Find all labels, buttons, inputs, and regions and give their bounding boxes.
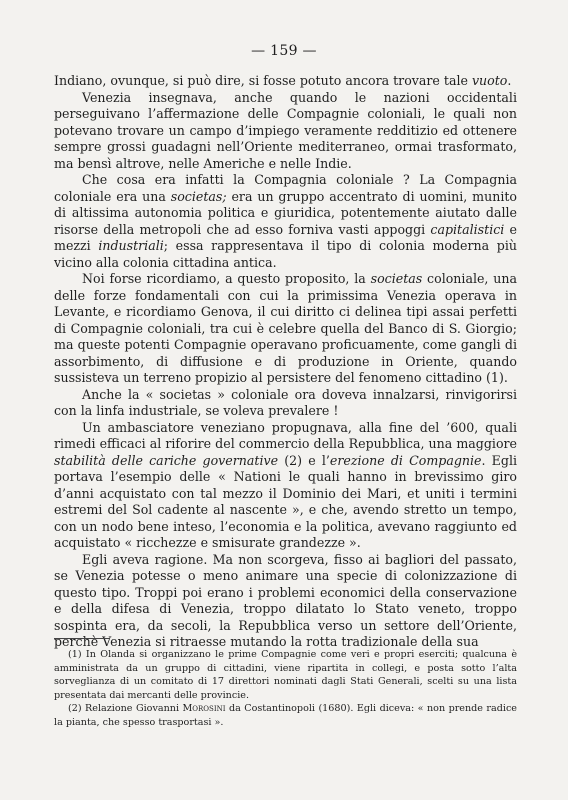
text-run: Che cosa era infatti la Compagnia coloniale ? La Compagnia coloniale era una xyxy=(54,172,517,204)
italic-text: industriali xyxy=(98,238,164,253)
main-text xyxy=(54,73,517,651)
italic-text: societas; xyxy=(170,188,227,204)
text-run: Un ambasciatore veneziano propugnava, alla fine del ’600, quali rimedi efficaci al riforire del commercio della Repubblica, una maggiore xyxy=(54,419,517,451)
paragraph xyxy=(54,387,517,420)
text-run: Egli aveva ragione. Ma non scorgeva, fisso ai bagliori del passato, se Venezia potesse o meno animare una specie di colonizzazione di questo tipo. Troppi poi erano i problemi economici della conservazione e della difesa di Venezia, troppo dilatato lo Stato veneto, troppo sospinta era, da secoli, la Repubblica verso un settore dell’Oriente, perchè Venezia si ritraesse mutando la rotta tradizionale della sua xyxy=(54,551,517,649)
italic-text: vuoto xyxy=(471,73,508,88)
italic-text: societas xyxy=(370,271,423,286)
text-run: Morosini xyxy=(182,703,226,715)
footnote xyxy=(54,702,517,729)
paragraph xyxy=(54,420,517,552)
text-run: Anche la « societas » coloniale ora doveva innalzarsi, rinvigorirsi con la linfa industriale, se voleva prevalere ! xyxy=(54,386,517,418)
text-run: e mezzi xyxy=(54,221,517,253)
footnote-separator xyxy=(54,638,110,639)
text-run: . xyxy=(507,73,512,88)
footnotes xyxy=(54,648,517,730)
italic-text: capitalistici xyxy=(430,221,505,237)
text-run: era un gruppo accentrato di uomini, munito di altissima autonomia politica e giuridica, potentemente aiutato dalle risorse della metropoli che ad esso forniva vasti appoggi xyxy=(54,188,517,237)
text-run: Indiano, ovunque, si può dire, si fosse potuto ancora trovare tale xyxy=(54,73,472,88)
paragraph xyxy=(54,271,517,387)
text-run: (2) e l’ xyxy=(278,452,330,468)
text-run: Noi forse ricordiamo, a questo proposito, la xyxy=(82,271,371,286)
text-run: ; essa rappresentava il tipo di colonia moderna più vicino alla colonia cittadina antica. xyxy=(54,238,517,270)
paragraph xyxy=(54,552,517,651)
text-run: da Costantinopoli (1680). Egli diceva: « non prende radice la pianta, che spesso trasportasi ». xyxy=(54,703,517,728)
italic-text: erezione di Compagnie xyxy=(329,452,482,468)
text-run: (2) Relazione Giovanni xyxy=(68,703,183,715)
page-number: — 159 — xyxy=(251,43,317,59)
paragraph xyxy=(54,73,517,90)
italic-text: stabilità delle cariche governative xyxy=(54,452,279,468)
text-run: Venezia insegnava, anche quando le nazioni occidentali perseguivano l’affermazione delle Compagnie coloniali, le quali non potevano trovare un campo d’impiego veramente redditizio ed ottenere sempre grossi guadagni nell’Oriente mediterraneo, ormai trasformato, ma bensì altrove, nelle Americhe e nelle Indie. xyxy=(54,89,517,171)
text-run: coloniale, una delle forze fondamentali con cui la primissima Venezia operava in Levante, e ricordiamo Genova, il cui diritto ci delinea tipi assai perfetti di Compagnie coloniali, tra cui è celebre quella del Banco di S. Giorgio; ma queste potenti Compagnie operavano proficuamente, come gangli di assorbimento, di diffusione e di produzione in Oriente, quando sussisteva un terreno propizio al persistere del fenomeno cittadino (1). xyxy=(54,271,517,385)
text-run: . Egli portava l’esempio delle « Nationi le quali hanno in brevissimo giro d’anni acquistato con tal mezzo il Dominio dei Mari, et uniti i termini estremi del Sol cadente al nascente », e che, avendo stretto un tempo, con un nodo bene inteso, l’economia e la politica, avevano raggiunto ed acquistato « ricchezze e smisurate grandezze ». xyxy=(54,452,517,550)
footnote xyxy=(54,648,517,702)
paragraph xyxy=(54,172,517,271)
paragraph xyxy=(54,90,517,173)
text-run: (1) In Olanda si organizzano le prime Compagnie come veri e propri eserciti; qualcuna è amministrata da un gruppo di cittadini, viene ripartita in collegi, e posta sotto l’alta sorveglianza di un comitato di 17 direttori nominati dagli Stati Generali, scelti su una lista presentata dai mercanti delle provincie. xyxy=(54,649,517,701)
